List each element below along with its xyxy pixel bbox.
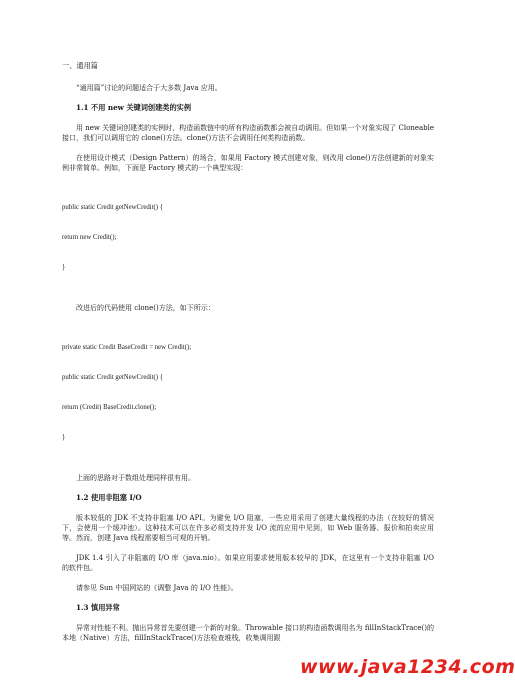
code-line: return new Credit();: [62, 234, 117, 241]
code-line: private static Credit BaseCredit = new Credit();: [62, 344, 192, 351]
watermark-text: www.java1234.com: [300, 656, 515, 678]
paragraph-1-1-a: 用 new 关键词创建类的实例时，构造函数链中的所有构造函数都会被自动调用。但如果一个对象实现了 Cloneable 接口，我们可以调用它的 clone()方法。clone()方法不会调用任何类构造函数。: [62, 124, 434, 142]
code-block-clone: [62, 323, 434, 463]
paragraph-1-1-c: 改进后的代码使用 clone()方法，如下所示：: [76, 304, 215, 312]
paragraph-1-2-c: 请参见 Sun 中国网站的《调整 Java 的 I/O 性能》。: [76, 584, 238, 592]
code-line: public static Credit getNewCredit() {: [62, 204, 164, 211]
paragraph-1-2-b: JDK 1.4 引入了非阻塞的 I/O 库（java.nio）。如果应用要求使用版本较早的 JDK，在这里有一个支持非阻塞 I/O 的软件包。: [62, 554, 434, 572]
code-line: }: [62, 264, 66, 271]
intro-paragraph: “通用篇”讨论的问题适合于大多数 Java 应用。: [76, 84, 222, 92]
paragraph-1-3-a: 异常对性能不利。抛出异常首先要创建一个新的对象。Throwable 接口的构造函数调用名为 fillInStackTrace()的本地（Native）方法，fillInStackTrace()方法检查堆栈，收集调用跟: [62, 624, 434, 642]
code-line: }: [62, 434, 66, 441]
subsection-heading-1-2: 1.2 使用非阻塞 I/O: [76, 493, 142, 502]
code-block-factory: [62, 183, 434, 293]
paragraph-1-1-b: 在使用设计模式（Design Pattern）的场合，如果用 Factory 模式创建对象，则改用 clone()方法创建新的对象实例非常简单。例如，下面是 Factory 模式的一个典型实现：: [62, 154, 434, 172]
document-body: [62, 61, 434, 653]
subsection-heading-1-1: 1.1 不用 new 关键词创建类的实例: [76, 103, 192, 112]
paragraph-1-2-a: 版本较低的 JDK 不支持非阻塞 I/O API。为避免 I/O 阻塞，一些应用采用了创建大量线程的办法（在较好的情况下，会使用一个缓冲池）。这种技术可以在许多必须支持并发 I/O 流的应用中见到，如 Web 服务器、报价和拍卖应用等。然而，创建 Java 线程需要相当可观的开销。: [62, 514, 434, 542]
paragraph-1-1-d: 上面的思路对于数组处理同样很有用。: [76, 474, 195, 482]
section-title: 一、通用篇: [62, 61, 98, 70]
code-line: public static Credit getNewCredit() {: [62, 374, 164, 381]
subsection-heading-1-3: 1.3 慎用异常: [76, 603, 120, 612]
code-line: return (Credit) BaseCredit.clone();: [62, 404, 157, 411]
